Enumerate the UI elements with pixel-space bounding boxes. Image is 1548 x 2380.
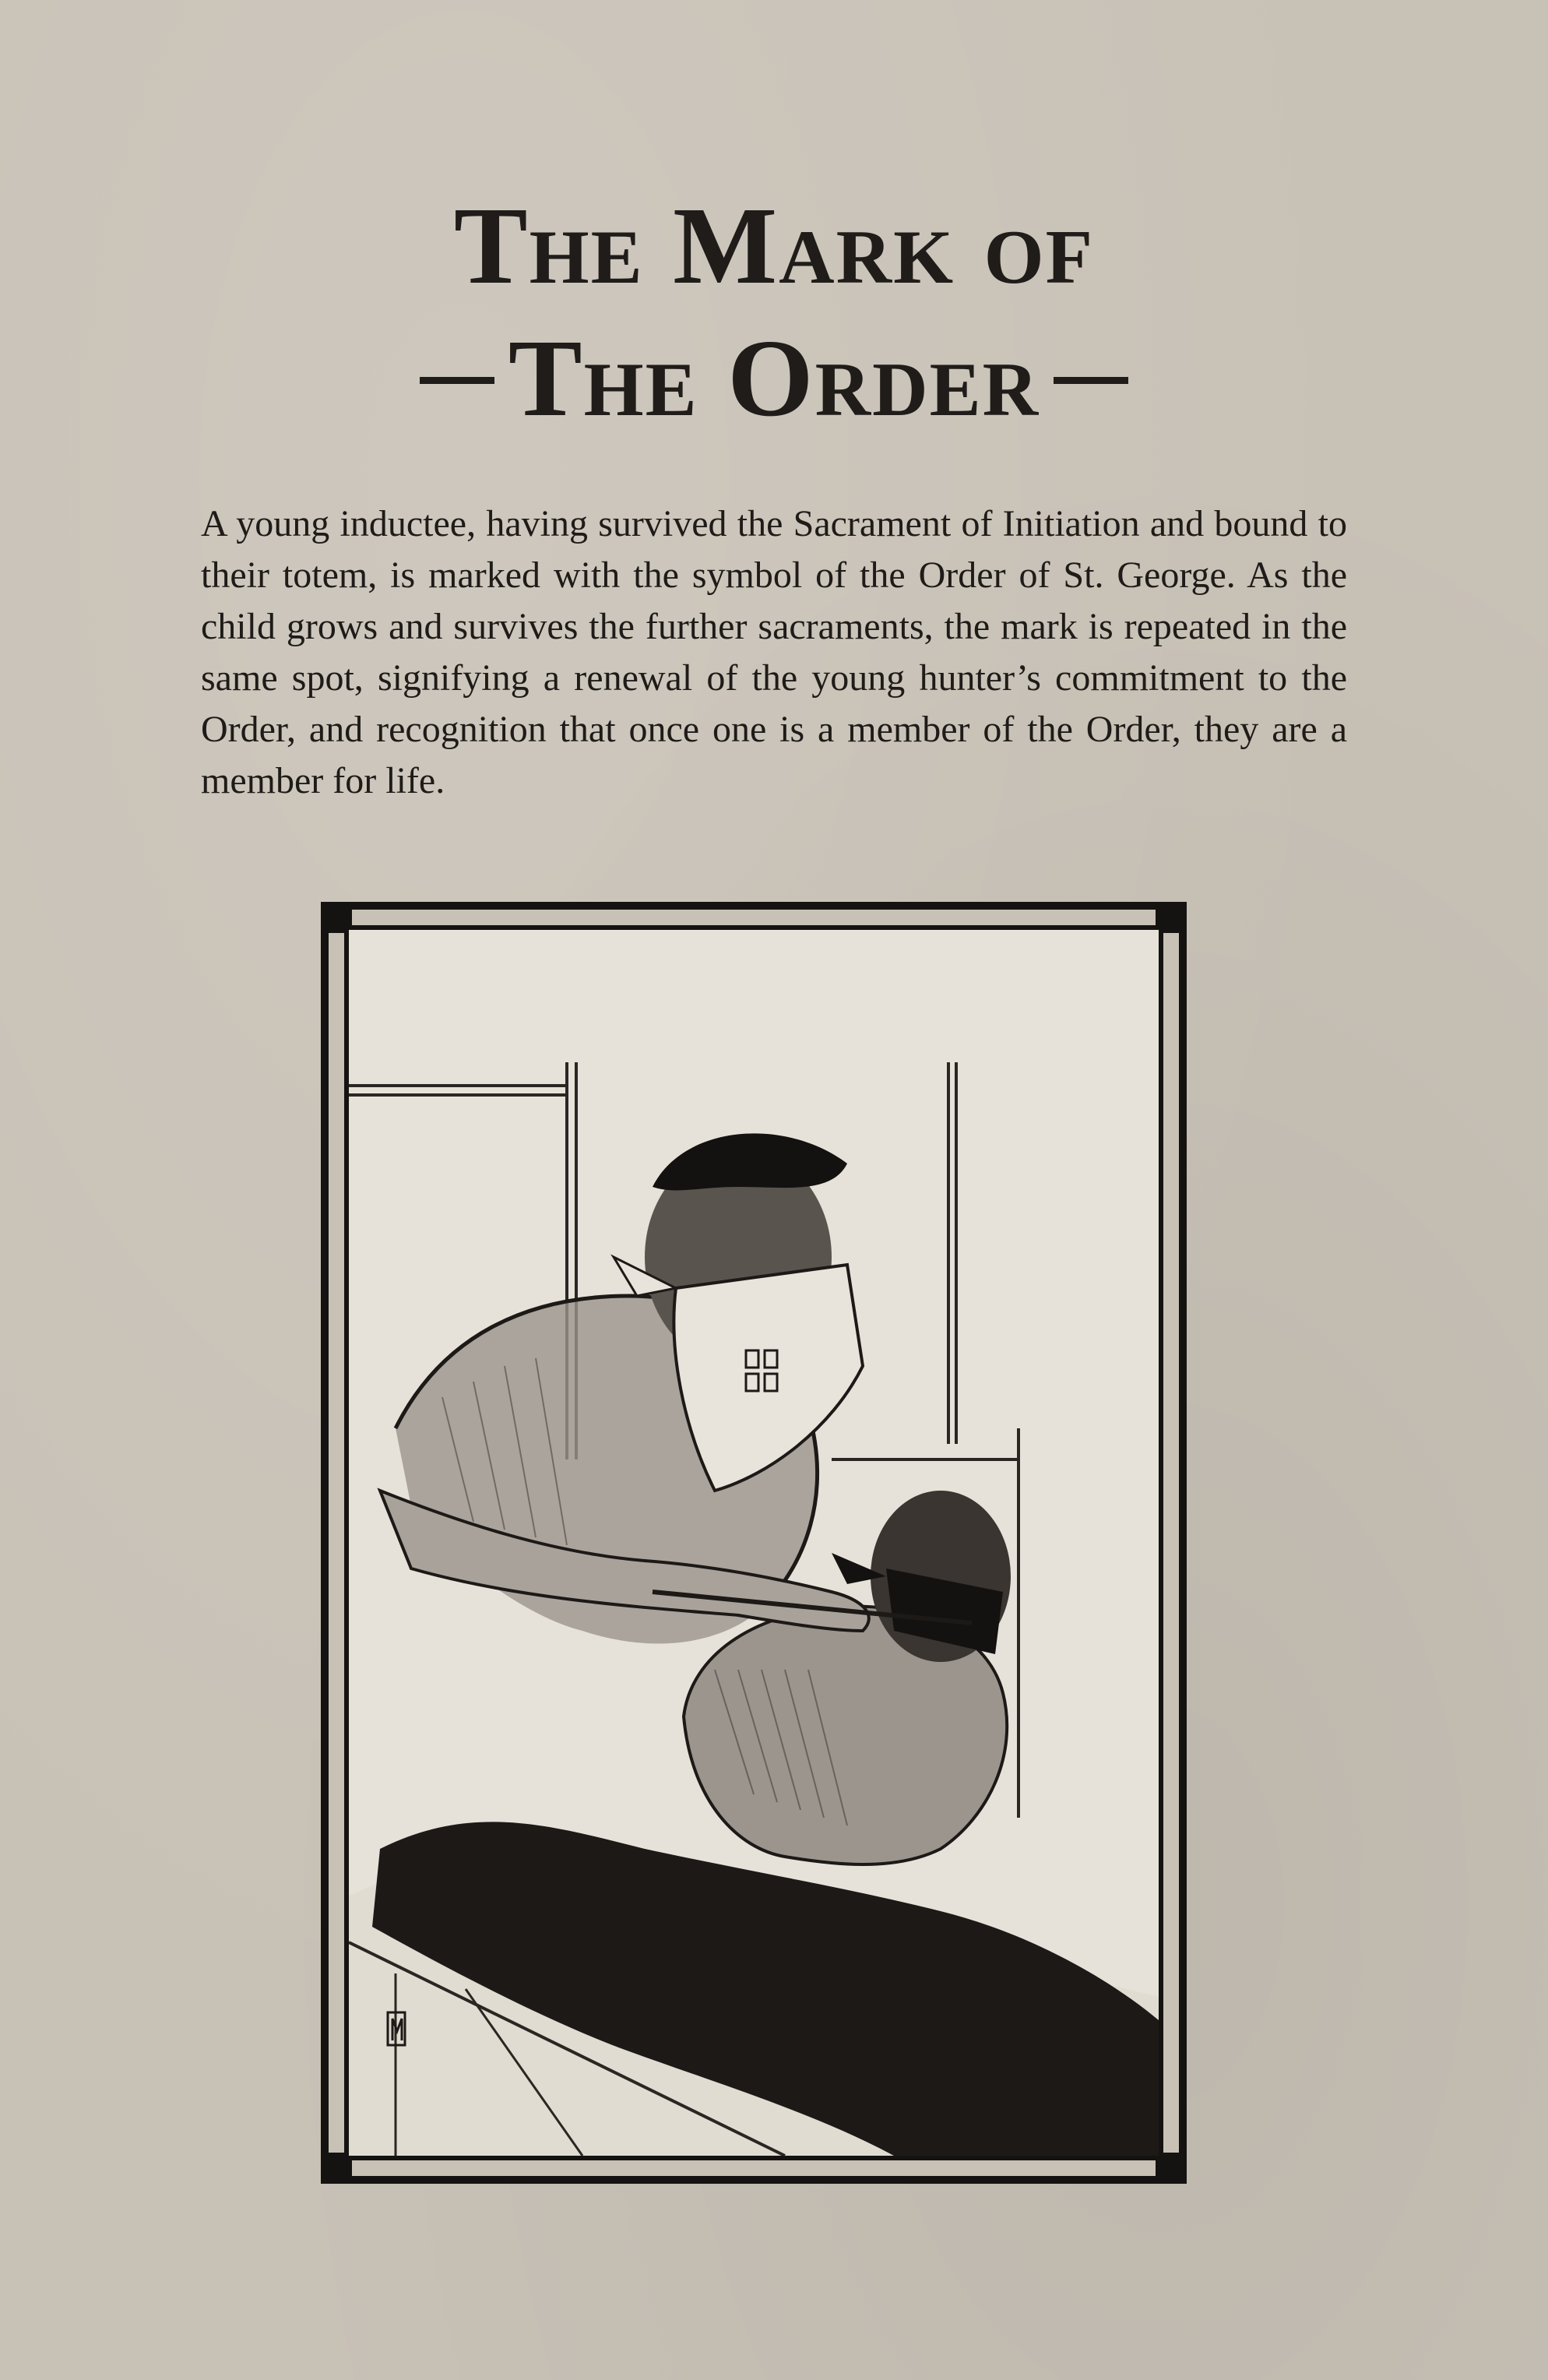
title-text-1: The Mark of	[453, 184, 1095, 307]
body-paragraph: A young inductee, having survived the Sacrament of Initiation and bound to their totem, is marked with the symbol of the Order of St. George. As the child grows and survives the further sacraments, the mark is repeated in the same spot, signifying a renewal of the young hunter’s commitment to the Order, and recognition that once one is a member of the Order, they are a member for life.	[201, 503, 1347, 801]
page-title	[0, 179, 1548, 444]
illustration-panel	[344, 925, 1163, 2160]
adult-hair	[653, 1133, 847, 1190]
title-line-2	[0, 312, 1548, 444]
title-dash-left	[420, 377, 494, 384]
adult-mask	[674, 1265, 863, 1491]
title-line-1	[0, 179, 1548, 312]
ink-illustration	[349, 930, 1159, 2156]
title-dash-right	[1054, 377, 1128, 384]
title-text-2: The Order	[508, 316, 1040, 439]
